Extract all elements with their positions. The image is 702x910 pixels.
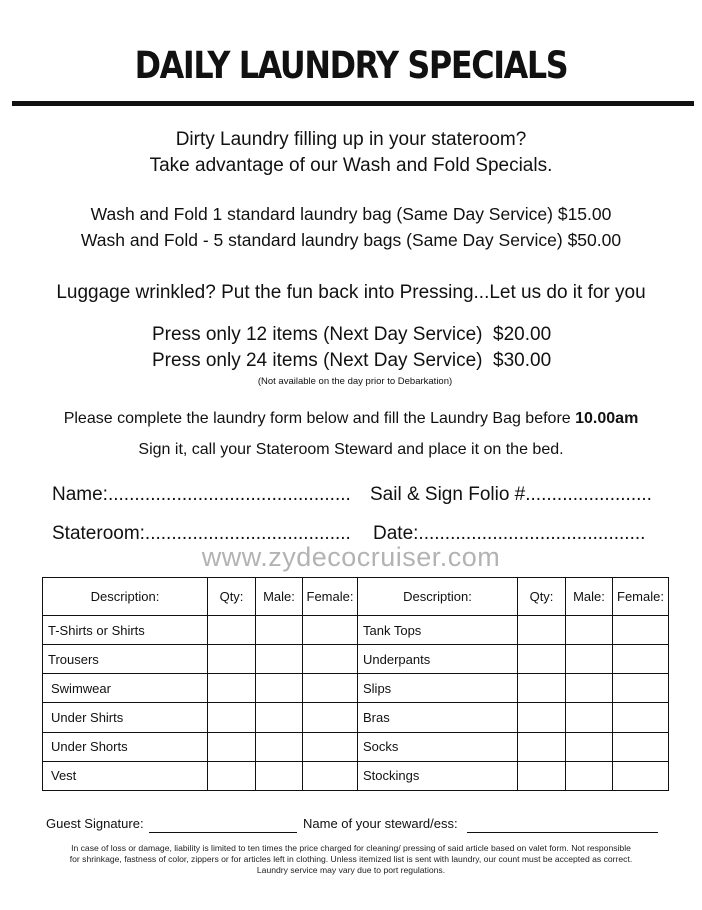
male-cell[interactable] (256, 732, 303, 761)
table-row (43, 674, 669, 703)
male-cell[interactable] (256, 703, 303, 732)
female-cell[interactable] (613, 616, 669, 645)
disclaimer-line-3: Laundry service may vary due to port regulations. (256, 865, 446, 875)
instructions-text: Please complete the laundry form below and fill the Laundry Bag before (63, 410, 576, 427)
qty-cell[interactable] (208, 732, 256, 761)
male-cell[interactable] (256, 645, 303, 674)
deadline-time: 10.00am (575, 410, 639, 427)
guest-signature-line[interactable] (149, 832, 297, 833)
table-header-row (43, 578, 669, 616)
item-left: Swimwear (43, 674, 208, 703)
male-cell[interactable] (256, 616, 303, 645)
table-row (43, 616, 669, 645)
qty-cell[interactable] (518, 674, 566, 703)
male-cell[interactable] (566, 616, 613, 645)
qty-cell[interactable] (208, 616, 256, 645)
female-cell[interactable] (613, 761, 669, 790)
name-field[interactable]: Name:.............................................. (52, 484, 351, 505)
male-cell[interactable] (256, 761, 303, 790)
header-female-left: Female: (303, 578, 358, 616)
guest-signature-label: Guest Signature: (46, 816, 144, 831)
header-qty-left: Qty: (208, 578, 256, 616)
female-cell[interactable] (613, 674, 669, 703)
item-right: Tank Tops (358, 616, 518, 645)
item-left: Under Shirts (43, 703, 208, 732)
female-cell[interactable] (613, 703, 669, 732)
male-cell[interactable] (566, 703, 613, 732)
date-field[interactable]: Date:........................................... (373, 523, 646, 544)
intro-line-2: Take advantage of our Wash and Fold Specials. (149, 155, 553, 176)
header-description-left: Description: (43, 578, 208, 616)
item-right: Bras (358, 703, 518, 732)
steward-name-line[interactable] (467, 832, 658, 833)
item-right: Socks (358, 732, 518, 761)
qty-cell[interactable] (518, 703, 566, 732)
male-cell[interactable] (566, 761, 613, 790)
qty-cell[interactable] (518, 732, 566, 761)
female-cell[interactable] (303, 732, 358, 761)
qty-cell[interactable] (208, 761, 256, 790)
qty-cell[interactable] (208, 674, 256, 703)
header-qty-right: Qty: (518, 578, 566, 616)
intro-line-1: Dirty Laundry filling up in your stateroom? (175, 129, 527, 150)
qty-cell[interactable] (518, 616, 566, 645)
qty-cell[interactable] (208, 703, 256, 732)
press-offer-1: Press only 12 items (Next Day Service) $20.00 (152, 324, 552, 345)
male-cell[interactable] (566, 732, 613, 761)
watermark: www.zydecocruiser.com (201, 542, 501, 572)
laundry-form-table (42, 577, 669, 791)
male-cell[interactable] (566, 674, 613, 703)
table-row (43, 703, 669, 732)
item-right: Stockings (358, 761, 518, 790)
title-divider (12, 101, 694, 106)
female-cell[interactable] (613, 732, 669, 761)
press-offer-2: Press only 24 items (Next Day Service) $30.00 (152, 350, 552, 371)
item-right: Slips (358, 674, 518, 703)
instructions-line-2: Sign it, call your Stateroom Steward and place it on the bed. (138, 441, 564, 458)
table-row (43, 732, 669, 761)
stateroom-field[interactable]: Stateroom:....................................... (52, 523, 351, 544)
table-row (43, 761, 669, 790)
header-male-right: Male: (566, 578, 613, 616)
item-left: Trousers (43, 645, 208, 674)
qty-cell[interactable] (518, 761, 566, 790)
steward-name-label: Name of your steward/ess: (303, 816, 458, 831)
item-left: Vest (43, 761, 208, 790)
header-female-right: Female: (613, 578, 669, 616)
female-cell[interactable] (303, 703, 358, 732)
disclaimer-line-1: In case of loss or damage, liability is limited to ten times the price charged for cleaning/ pressing of said article based on valet form. Not responsible (71, 843, 631, 853)
wash-fold-offer-1: Wash and Fold 1 standard laundry bag (Same Day Service) $15.00 (90, 204, 612, 224)
header-description-right: Description: (358, 578, 518, 616)
male-cell[interactable] (256, 674, 303, 703)
male-cell[interactable] (566, 645, 613, 674)
page-title: DAILY LAUNDRY SPECIALS (134, 44, 568, 87)
table-row (43, 645, 669, 674)
qty-cell[interactable] (208, 645, 256, 674)
disclaimer-line-2: for shrinkage, fastness of color, zippers or for articles left in clothing. Unless itemized list is sent with laundry, our count must be accepted as correct. (69, 854, 633, 864)
female-cell[interactable] (303, 674, 358, 703)
instructions-line-1 (0, 410, 702, 428)
item-left: Under Shorts (43, 732, 208, 761)
header-male-left: Male: (256, 578, 303, 616)
female-cell[interactable] (303, 616, 358, 645)
female-cell[interactable] (613, 645, 669, 674)
pressing-note: (Not available on the day prior to Debarkation) (257, 376, 453, 387)
wash-fold-offer-2: Wash and Fold - 5 standard laundry bags (Same Day Service) $50.00 (80, 230, 622, 250)
female-cell[interactable] (303, 761, 358, 790)
folio-field[interactable]: Sail & Sign Folio #........................ (370, 484, 652, 505)
item-left: T-Shirts or Shirts (43, 616, 208, 645)
pressing-heading: Luggage wrinkled? Put the fun back into Pressing...Let us do it for you (56, 282, 646, 303)
qty-cell[interactable] (518, 645, 566, 674)
item-right: Underpants (358, 645, 518, 674)
female-cell[interactable] (303, 645, 358, 674)
